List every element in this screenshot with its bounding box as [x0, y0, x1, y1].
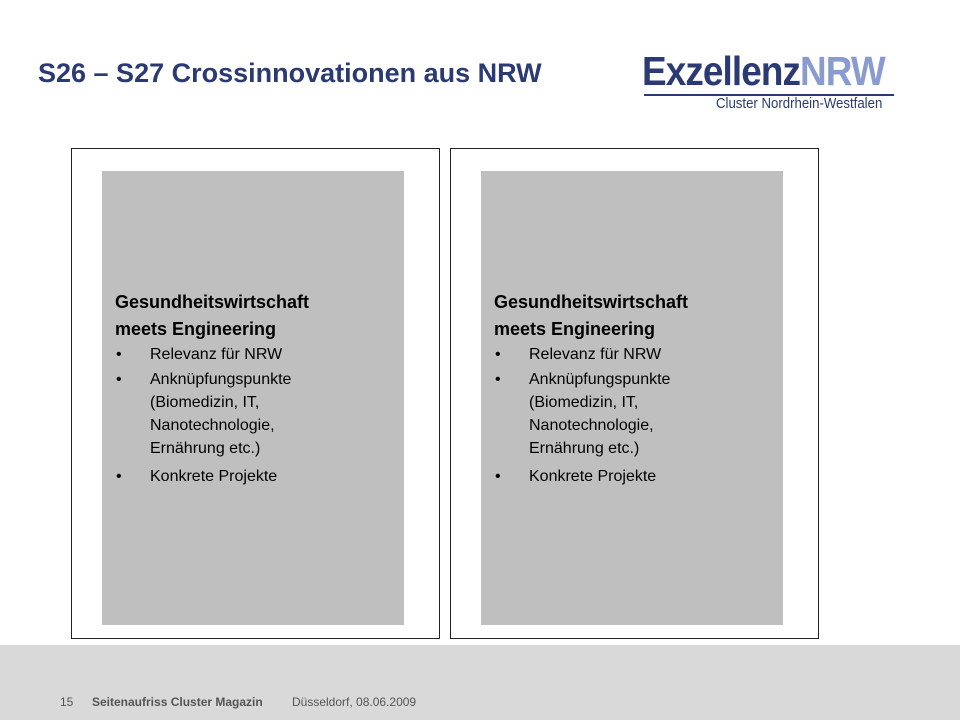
content-placeholder-left	[102, 171, 404, 625]
bullet-list	[494, 343, 774, 488]
page-layout-panel-right	[450, 148, 819, 639]
footer-band	[0, 645, 960, 720]
slide-title: S26 – S27 Crossinnovationen aus NRW	[38, 58, 542, 88]
panel-heading	[494, 289, 774, 343]
panel-heading-line2: meets Engineering	[115, 319, 277, 339]
page-layout-panel-left	[71, 148, 440, 639]
logo-wordmark-accent: NRW	[800, 48, 885, 94]
list-item-label: Anknüpfungspunkte	[529, 371, 671, 388]
logo-wordmark-main: Exzellenz	[642, 48, 801, 94]
logo-subtitle: Cluster Nordrhein-Westfalen	[716, 95, 883, 112]
bullet-icon: •	[116, 346, 122, 363]
panel-text-right	[494, 289, 774, 490]
bullet-icon: •	[495, 371, 501, 388]
panel-heading	[115, 289, 395, 343]
list-item-anknuepfungspunkte	[494, 368, 774, 460]
logo-wordmark	[642, 48, 885, 95]
page-number: 15	[60, 695, 74, 709]
panel-text-left	[115, 289, 395, 490]
bullet-icon: •	[495, 346, 501, 363]
bullet-icon: •	[495, 468, 501, 485]
exzellenz-nrw-logo	[638, 50, 902, 114]
bullet-icon: •	[116, 371, 122, 388]
list-item-label: Konkrete Projekte	[529, 468, 657, 485]
list-item-projekte	[494, 465, 774, 488]
list-item-label: Konkrete Projekte	[150, 468, 278, 485]
list-item-projekte	[115, 465, 395, 488]
list-item-continuation: Ernährung etc.)	[150, 440, 261, 457]
list-item-label: Relevanz für NRW	[150, 346, 283, 363]
list-item-continuation: Nanotechnologie,	[150, 417, 275, 434]
list-item-relevanz	[115, 343, 395, 366]
list-item-label: Relevanz für NRW	[529, 346, 662, 363]
content-placeholder-right	[481, 171, 783, 625]
panel-heading-line1: Gesundheitswirtschaft	[115, 292, 310, 312]
panel-heading-line2: meets Engineering	[494, 319, 656, 339]
list-item-continuation: Ernährung etc.)	[529, 440, 640, 457]
list-item-continuation: (Biomedizin, IT,	[150, 394, 260, 411]
footer-magazine-title: Seitenaufriss Cluster Magazin	[92, 695, 263, 709]
list-item-anknuepfungspunkte	[115, 368, 395, 460]
list-item-continuation: Nanotechnologie,	[529, 417, 654, 434]
bullet-list	[115, 343, 395, 488]
list-item-continuation: (Biomedizin, IT,	[529, 394, 639, 411]
footer-place-date: Düsseldorf, 08.06.2009	[292, 695, 417, 709]
panel-heading-line1: Gesundheitswirtschaft	[494, 292, 689, 312]
bullet-icon: •	[116, 468, 122, 485]
list-item-relevanz	[494, 343, 774, 366]
list-item-label: Anknüpfungspunkte	[150, 371, 292, 388]
